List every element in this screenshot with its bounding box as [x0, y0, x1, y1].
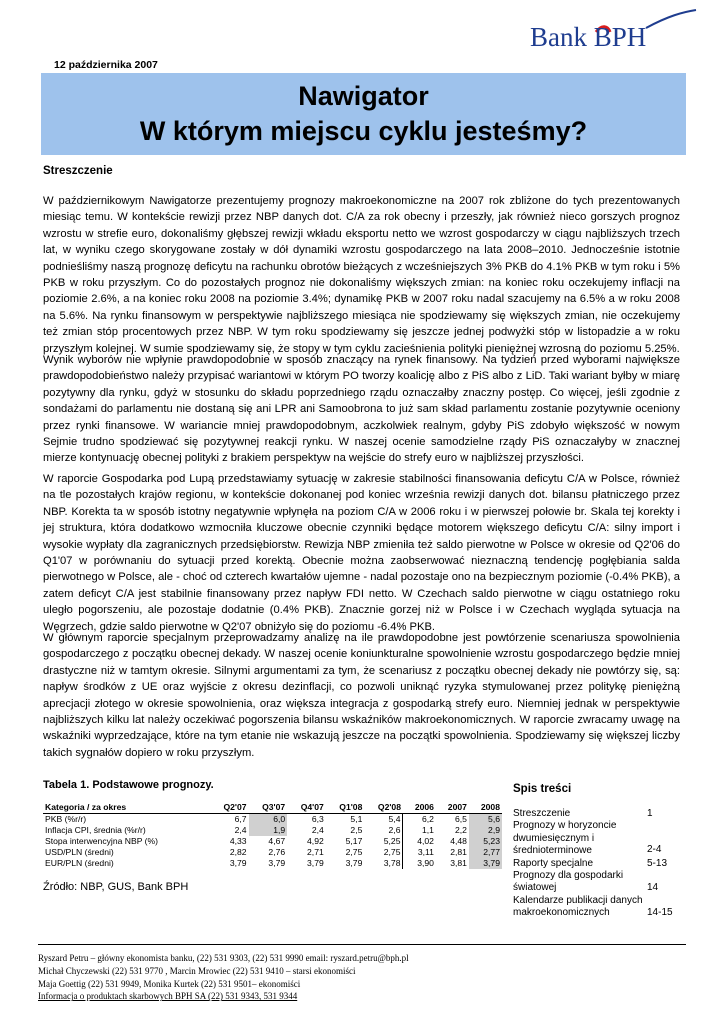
summary-paragraph: W raporcie Gospodarka pod Lupą przedstawiamy sytuację w zakresie stabilności finansowania deficytu C/A w Polsce, również na tle pozostałych krajów regionu, w kontekście dokonanej pod koniec września rewizji danych dot. bilansu płatniczego przez NBP. Korekta ta w sposób istotny negatywnie wpłynęła na poziom C/A w 2006 roku i w pierwszej połowie br. Skala tej korekty i jej struktura, która dodatkowo wzmocniła kluczowe obecnie czynniki będące motorem większego deficytu C/A: silny import i wysokie wypłaty dla zagranicznych przedsiębiorstw. Rewizja NBP zmieniła też saldo pierwotne w Polsce w okresie od Q2'06 do Q1'07 w porównaniu do sytuacji przed korektą. Obecnie można zaobserwować nieznaczną tendencję pogłębiania salda pierwotnego w Polsce, ale - choć od czterech kwartałów ujemne - nadal pozostaje ono na bezpiecznym poziomie (-0.4% PKB), a zatem deficyt C/A jest stabilnie finansowany przez napływ FDI netto. W Czechach saldo pierwotne w ciągu ostatniego roku uległo pogorszeniu, ale pozostaje dodatnie (0.4% PKB). Znacznie gorzej niż w Polsce i w Czechach wygląda sytuacja na Węgrzech, gdzie saldo pierwotne w Q2'07 obniżyło się do poziomu -6.4% PKB. [43, 473, 680, 633]
table-cell: 5,23 [469, 836, 502, 847]
toc-item-label: Prognozy w horyzoncie dwumiesięcznym i średnioterminowe [513, 820, 617, 857]
table-source: Źródło: NBP, GUS, Bank BPH [43, 881, 189, 893]
table-cell: 5,4 [364, 814, 403, 826]
table-cell: 2,2 [454, 825, 467, 835]
table-cell: 4,02 [417, 836, 434, 846]
table-cell: 3,79 [469, 858, 502, 869]
table-cell: 2,4 [234, 825, 247, 835]
table-cell: 2,5 [350, 825, 363, 835]
table-cell: 2,71 [307, 847, 324, 857]
table-row [43, 847, 502, 858]
table-cell: 5,25 [364, 836, 403, 847]
footer-line: Michał Chyczewski (22) 531 9770 , Marcin Mrowiec (22) 531 9410 – starsi ekonomiści [38, 965, 356, 976]
table-row [43, 814, 502, 826]
table-cell: 6,0 [249, 814, 288, 826]
table-row [43, 836, 502, 847]
table-cell: 2,75 [364, 847, 403, 858]
table-header-row [43, 802, 502, 814]
bank-bph-logo [518, 8, 698, 54]
page-title: Nawigator [298, 81, 429, 111]
table-of-contents [513, 808, 683, 920]
column-header: Q2'08 [364, 802, 403, 814]
table-cell: 3,90 [417, 858, 434, 868]
table-cell: 5,17 [345, 836, 363, 846]
column-header: 2008 [469, 802, 502, 814]
table-cell: 6,5 [454, 814, 467, 824]
column-header: Q2'07 [210, 802, 249, 814]
table-cell: 6,7 [234, 814, 247, 824]
toc-item-page: 14-15 [647, 906, 673, 918]
table-cell: 2,81 [450, 847, 467, 857]
table-cell: 3,79 [229, 858, 247, 868]
column-header: 2006 [403, 802, 436, 814]
footer-info-link[interactable]: Informacja o produktach skarbowych BPH SA (22) 531 9343, 531 9344 [38, 991, 298, 1002]
toc-item[interactable] [513, 808, 683, 820]
toc-item-page: 1 [647, 808, 653, 819]
table-cell: 2,9 [469, 825, 502, 836]
footer-line: Ryszard Petru – główny ekonomista banku, (22) 531 9303, (22) 531 9990 email: ryszard.petru@bph.pl [38, 953, 409, 963]
column-header: 2007 [436, 802, 469, 814]
toc-item-page: 5-13 [647, 857, 668, 869]
toc-item[interactable] [513, 858, 683, 870]
table-cell: 3,79 [268, 858, 286, 868]
table-cell: 3,11 [417, 847, 434, 857]
table-cell: 5,1 [350, 814, 363, 824]
toc-item-label: Prognozy dla gospodarki światowej [513, 870, 624, 894]
table-cell: 2,6 [364, 825, 403, 836]
row-label: Inflacja CPI, średnia (%r/r) [45, 825, 146, 835]
toc-item-page: 2-4 [647, 844, 662, 856]
table-cell: 6,3 [311, 814, 324, 824]
table-cell: 5,6 [469, 814, 502, 826]
toc-title: Spis treści [513, 783, 572, 795]
toc-item-label: Streszczenie [513, 808, 571, 819]
row-label: PKB (%r/r) [45, 814, 87, 824]
forecast-table [43, 802, 502, 869]
table-cell: 2,75 [345, 847, 363, 857]
toc-item-label: Raporty specjalne [513, 857, 594, 869]
summary-heading: Streszczenie [43, 165, 113, 177]
toc-item[interactable] [513, 820, 683, 857]
table-cell: 4,92 [307, 836, 324, 846]
table-cell: 4,48 [450, 836, 467, 846]
table-cell: 3,81 [450, 858, 467, 868]
report-date: 12 października 2007 [54, 59, 158, 71]
column-header: Q4'07 [287, 802, 326, 814]
column-header: Q3'07 [249, 802, 288, 814]
summary-paragraph: W głównym raporcie specjalnym przeprowadzamy analizę na ile prawdopodobne jest powtórzenie scenariusza spowolnienia gospodarczego z początku obecnej dekady. W naszej ocenie koniunkturalne spowolnienie wzrostu gospodarczego będzie mniej drastyczne niż w tamtym okresie. Silnymi argumentami za tym, że scenariusz z początku obecnej dekady nie powtórzy się, są: napływ środków z UE oraz wyjście z okresu dezinflacji, co pozwoli uniknąć ryzyka stymulowanej przez politykę pieniężną aprecjacji złotego w okresie spowolnienia, oraz większa integracja z gospodarką strefy euro. Niemniej jednak w perspektywie najbliższych kilku lat należy oczekiwać pogorszenia bilansu wskaźników makroekonomicznych. W raporcie zwracamy uwagę na wskaźniki wyprzedzające, które na tym etanie nie wskazują jeszcze na początki spowolnienia. Spodziewamy się większej liczby takich sygnałów dopiero w roku przyszłym. [43, 632, 680, 759]
footer-divider [38, 944, 686, 945]
table-header-label: Kategoria / za okres [43, 802, 210, 814]
logo-text: Bank BPH [530, 22, 647, 52]
table-cell: 2,4 [311, 825, 324, 835]
table-cell: 3,78 [364, 858, 403, 869]
page-subtitle: W którym miejscu cyklu jesteśmy? [139, 116, 588, 146]
title-band [41, 73, 686, 155]
summary-paragraph: W październikowym Nawigatorze prezentujemy prognozy makroekonomiczne na 2007 rok zbliżone do tych prezentowanych miesiąc temu. W kontekście rewizji przez NBP danych dot. C/A za rok obecny i przeszły, jak również nieco gorszych prognoz wzrostu w strefie euro, dokonaliśmy głębszej rewizji wkładu eksportu netto we wzrost gospodarczy w ciągu najbliższych trzech lat, w wyniku czego skorygowane zostały w dół dynamiki wzrostu gospodarczego na lata 2008–2010. Jednocześnie istotnie podnieśliśmy naszą prognozę deficytu na rachunku obrotów bieżących z wcześniejszych 3% PKB do 4.1% PKB w tym roku i 5% PKB w roku przyszłym. Co do pozostałych prognoz nie dokonaliśmy większych zmian: na koniec roku oczekujemy inflacji na poziomie 2.6%, a na koniec roku 2008 na poziomie 3.4%; dynamikę PKB w 2007 roku nadal szacujemy na 6.5% a w roku 2008 na 5.6%. Na rynku finansowym w perspektywie najbliższego miesiąca nie spodziewamy się większych zmian, nie oczekujemy też zmian stóp procentowych przez NBP. W tym roku spodziewamy się jeszcze jednej podwyżki stóp w listopadzie a w roku przyszłym kolejnej. W sumie spodziewamy się, że stopy w tym cyklu zacieśnienia polityki pieniężnej wzrosną do poziomu 5.25%. [43, 195, 680, 355]
table-cell: 2,77 [469, 847, 502, 858]
table-row [43, 858, 502, 869]
table-cell: 2,76 [268, 847, 286, 857]
table-cell: 4,67 [268, 836, 286, 846]
table-cell: 3,79 [307, 858, 324, 868]
column-header: Q1'08 [326, 802, 365, 814]
row-label: USD/PLN (średni) [45, 847, 114, 857]
summary-paragraph: Wynik wyborów nie wpłynie prawdopodobnie w sposób znaczący na rynek finansowy. Na tydzień przed wyborami największe prawdopodobieństwo należy przypisać wariantowi w którym PO tworzy koalicję albo z PiS albo z LiD. Taki wariant byłby w miarę pozytywny dla rynku, gdyż w stosunku do składu poprzedniego rządu oznaczałby znaczny postęp. Co więcej, jeśli zgodnie z sondażami do parlamentu nie dostaną się ani LPR ani Samoobrona to już sam skład parlamentu zostanie pozytywnie oceniony przez rynki finansowe. W wariancie mniej prawdopodobnym, aczkolwiek realnym, gdyby PiS zdobyło większość w nowym Sejmie trudno spodziewać się pozytywnej reakcji rynku. W naszej ocenie samodzielne rządy PiS oznaczałyby w znacznej mierze kontynuację obecnej polityki z brakiem perspektyw na wejście do strefy euro w najbliższej przyszłości. [43, 354, 680, 465]
table-cell: 1,1 [422, 825, 434, 835]
toc-item-page: 14 [647, 882, 659, 894]
toc-item[interactable] [513, 895, 683, 920]
row-label: EUR/PLN (średni) [45, 858, 114, 868]
table-cell: 2,82 [229, 847, 247, 857]
toc-item[interactable] [513, 870, 683, 895]
table-cell: 3,79 [345, 858, 363, 868]
table-cell: 1,9 [249, 825, 288, 836]
footer-contacts [38, 952, 409, 1003]
toc-item-label: Kalendarze publikacji danych makroekonomicznych [513, 894, 643, 919]
row-label: Stopa interwencyjna NBP (%) [45, 836, 159, 846]
table-cell: 6,2 [422, 814, 434, 824]
table-row [43, 825, 502, 836]
table-title: Tabela 1. Podstawowe prognozy. [43, 779, 214, 791]
table-cell: 4,33 [229, 836, 247, 846]
footer-line: Maja Goettig (22) 531 9949, Monika Kurtek (22) 531 9501– ekonomiści [38, 978, 301, 989]
